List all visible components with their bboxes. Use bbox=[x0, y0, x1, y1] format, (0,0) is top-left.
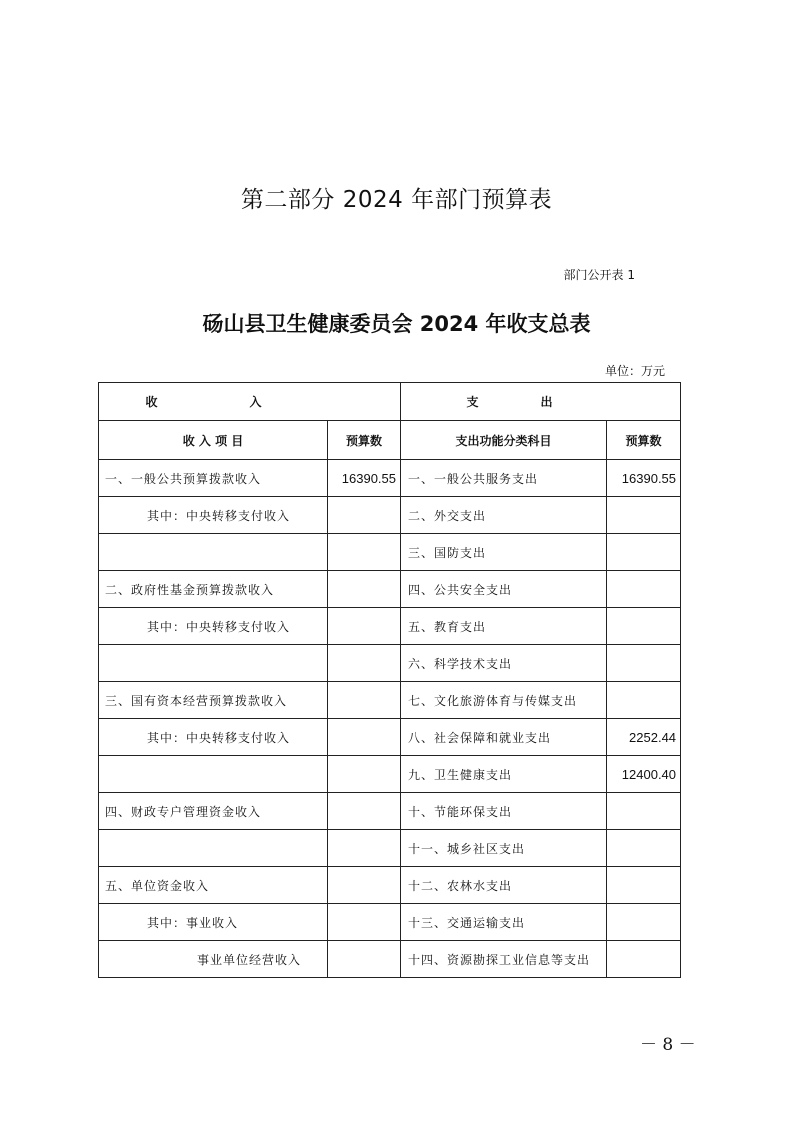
expense-budget-cell bbox=[607, 645, 681, 682]
table-row bbox=[99, 608, 681, 645]
income-budget-cell bbox=[328, 904, 401, 941]
expense-item-cell: 十一、城乡社区支出 bbox=[401, 830, 607, 867]
income-budget-cell bbox=[328, 941, 401, 978]
expense-budget-cell bbox=[607, 867, 681, 904]
expense-item-header: 支出功能分类科目 bbox=[401, 421, 607, 460]
expense-item-cell: 十四、资源勘探工业信息等支出 bbox=[401, 941, 607, 978]
expense-item-cell: 七、文化旅游体育与传媒支出 bbox=[401, 682, 607, 719]
income-budget-cell bbox=[328, 793, 401, 830]
income-budget-cell: 16390.55 bbox=[328, 460, 401, 497]
expense-budget-cell bbox=[607, 793, 681, 830]
public-table-number: 部门公开表 1 bbox=[563, 268, 635, 282]
income-budget-cell bbox=[328, 719, 401, 756]
income-section-header: 收入 bbox=[99, 383, 401, 421]
expense-budget-cell bbox=[607, 941, 681, 978]
expense-item-cell: 九、卫生健康支出 bbox=[401, 756, 607, 793]
income-item-cell bbox=[99, 830, 328, 867]
income-budget-cell bbox=[328, 756, 401, 793]
income-item-cell: 其中：中央转移支付收入 bbox=[99, 497, 328, 534]
expense-item-cell: 十二、农林水支出 bbox=[401, 867, 607, 904]
income-budget-cell bbox=[328, 682, 401, 719]
income-item-header: 收 入 项 目 bbox=[99, 421, 328, 460]
expense-budget-cell bbox=[607, 682, 681, 719]
income-item-cell: 其中：事业收入 bbox=[99, 904, 328, 941]
income-budget-header: 预算数 bbox=[328, 421, 401, 460]
table-row bbox=[99, 719, 681, 756]
expense-budget-cell bbox=[607, 830, 681, 867]
income-item-cell: 五、单位资金收入 bbox=[99, 867, 328, 904]
section-header-row bbox=[99, 383, 681, 421]
income-budget-cell bbox=[328, 497, 401, 534]
expense-item-cell: 二、外交支出 bbox=[401, 497, 607, 534]
income-item-cell bbox=[99, 645, 328, 682]
income-item-cell: 其中：中央转移支付收入 bbox=[99, 719, 328, 756]
expense-item-cell: 八、社会保障和就业支出 bbox=[401, 719, 607, 756]
expense-item-cell: 一、一般公共服务支出 bbox=[401, 460, 607, 497]
table-row bbox=[99, 682, 681, 719]
expense-budget-cell bbox=[607, 571, 681, 608]
expense-budget-cell: 16390.55 bbox=[607, 460, 681, 497]
income-budget-cell bbox=[328, 534, 401, 571]
income-budget-cell bbox=[328, 867, 401, 904]
table-body bbox=[99, 460, 681, 978]
income-budget-cell bbox=[328, 830, 401, 867]
income-budget-cell bbox=[328, 571, 401, 608]
expense-item-cell: 三、国防支出 bbox=[401, 534, 607, 571]
expense-item-cell: 五、教育支出 bbox=[401, 608, 607, 645]
income-budget-cell bbox=[328, 645, 401, 682]
expense-budget-cell bbox=[607, 534, 681, 571]
expense-budget-header: 预算数 bbox=[607, 421, 681, 460]
unit-label: 单位：万元 bbox=[604, 364, 665, 378]
income-item-cell: 事业单位经营收入 bbox=[99, 941, 328, 978]
table-row bbox=[99, 571, 681, 608]
income-item-cell: 三、国有资本经营预算拨款收入 bbox=[99, 682, 328, 719]
expense-section-header: 支出 bbox=[401, 383, 681, 421]
column-header-row bbox=[99, 421, 681, 460]
expense-budget-cell bbox=[607, 497, 681, 534]
table-row bbox=[99, 645, 681, 682]
expense-budget-cell: 12400.40 bbox=[607, 756, 681, 793]
expense-item-cell: 四、公共安全支出 bbox=[401, 571, 607, 608]
expense-item-cell: 十三、交通运输支出 bbox=[401, 904, 607, 941]
table-row bbox=[99, 756, 681, 793]
table-row bbox=[99, 460, 681, 497]
expense-item-cell: 六、科学技术支出 bbox=[401, 645, 607, 682]
page-number: － 8 － bbox=[640, 1035, 696, 1055]
table-row bbox=[99, 534, 681, 571]
income-item-cell: 一、一般公共预算拨款收入 bbox=[99, 460, 328, 497]
income-item-cell bbox=[99, 756, 328, 793]
table-row bbox=[99, 793, 681, 830]
expense-budget-cell bbox=[607, 904, 681, 941]
expense-item-cell: 十、节能环保支出 bbox=[401, 793, 607, 830]
table-row bbox=[99, 830, 681, 867]
income-item-cell: 四、财政专户管理资金收入 bbox=[99, 793, 328, 830]
income-item-cell: 二、政府性基金预算拨款收入 bbox=[99, 571, 328, 608]
budget-summary-table bbox=[98, 382, 681, 978]
expense-budget-cell: 2252.44 bbox=[607, 719, 681, 756]
table-row bbox=[99, 904, 681, 941]
income-budget-cell bbox=[328, 608, 401, 645]
table-title: 砀山县卫生健康委员会 2024 年收支总表 bbox=[202, 312, 591, 336]
income-item-cell bbox=[99, 534, 328, 571]
table-row bbox=[99, 867, 681, 904]
part-title: 第二部分 2024 年部门预算表 bbox=[240, 187, 553, 213]
table-row bbox=[99, 941, 681, 978]
table-row bbox=[99, 497, 681, 534]
income-item-cell: 其中：中央转移支付收入 bbox=[99, 608, 328, 645]
expense-budget-cell bbox=[607, 608, 681, 645]
